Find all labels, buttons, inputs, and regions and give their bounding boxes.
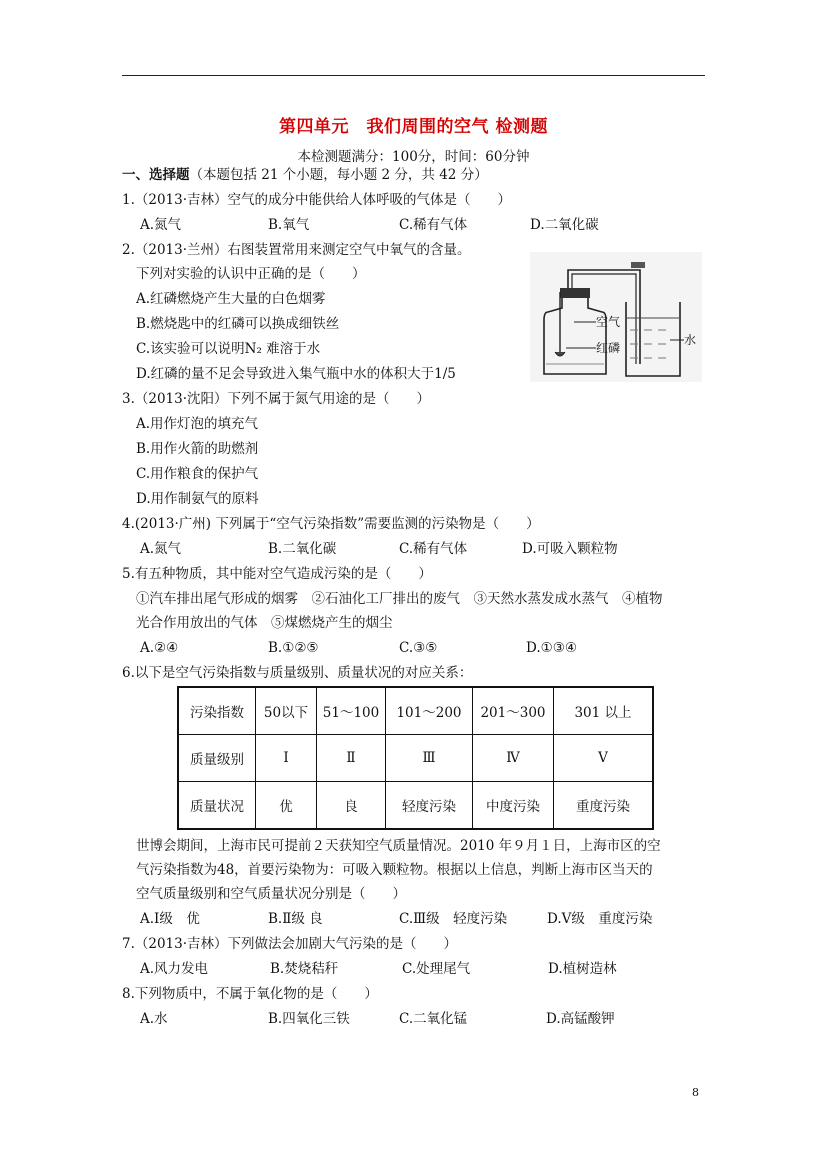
- q7-option-b: B.焚烧秸秆: [270, 961, 339, 977]
- q6-option-d: D.Ⅴ级 重度污染: [547, 911, 653, 927]
- oxygen-measurement-apparatus: [530, 252, 702, 382]
- question-2-stem-2: 下列对实验的认识中正确的是（ ）: [136, 266, 366, 282]
- q8-option-b: B.四氧化三铁: [268, 1011, 350, 1027]
- q5-option-a: A.②④: [140, 640, 179, 656]
- table-row: [178, 782, 653, 830]
- question-6-para-2: 气污染指数为48，首要污染物为：可吸入颗粒物。根据以上信息，判断上海市区当天的: [136, 862, 653, 878]
- table-cell: 质量状况: [178, 782, 256, 830]
- question-4-stem: 4.(2013·广州) 下列属于“空气污染指数”需要监测的污染物是（ ）: [122, 516, 540, 532]
- table-cell: 质量级别: [178, 735, 256, 782]
- table-cell: 重度污染: [554, 782, 654, 830]
- question-7-stem: 7.（2013·吉林）下列做法会加剧大气污染的是（ ）: [122, 936, 458, 952]
- q1-option-c: C.稀有气体: [399, 217, 468, 233]
- q5-option-d: D.①③④: [526, 640, 577, 656]
- section-heading-label: 一、选择题: [122, 167, 190, 183]
- table-cell: Ⅰ: [256, 735, 317, 782]
- q7-option-a: A.风力发电: [140, 961, 209, 977]
- q1-option-a: A.氮气: [140, 217, 182, 233]
- question-8-stem: 8.下列物质中，不属于氧化物的是（ ）: [122, 986, 378, 1002]
- q5-option-b: B.①②⑤: [268, 640, 319, 656]
- q4-option-d: D.可吸入颗粒物: [522, 541, 618, 557]
- q4-option-b: B.二氧化碳: [268, 541, 337, 557]
- label-red-phosphorus: 红磷: [596, 341, 621, 355]
- q6-option-b: B.Ⅱ级 良: [268, 911, 323, 927]
- table-cell: 201～300: [473, 687, 554, 735]
- question-5-stem-3: 光合作用放出的气体 ⑤煤燃烧产生的烟尘: [136, 615, 393, 631]
- q2-option-a: A.红磷燃烧产生大量的白色烟雾: [136, 291, 326, 307]
- table-cell: 轻度污染: [386, 782, 473, 830]
- q8-option-c: C.二氧化锰: [399, 1011, 468, 1027]
- table-cell: 51～100: [317, 687, 386, 735]
- table-row: [178, 735, 653, 782]
- q8-option-a: A.水: [140, 1011, 168, 1027]
- q2-option-c: C.该实验可以说明N₂ 难溶于水: [136, 341, 321, 357]
- table-cell: 50以下: [256, 687, 317, 735]
- q1-option-b: B.氧气: [268, 217, 310, 233]
- table-cell: 良: [317, 782, 386, 830]
- table-cell: Ⅲ: [386, 735, 473, 782]
- question-5-stem: 5.有五种物质，其中能对空气造成污染的是（ ）: [122, 566, 432, 582]
- question-6-para-1: 世博会期间，上海市民可提前２天获知空气质量情况。2010 年９月１日，上海市区的空: [136, 838, 661, 854]
- apparatus-drawing: [530, 252, 702, 382]
- table-cell: Ⅴ: [554, 735, 654, 782]
- question-6-stem: 6.以下是空气污染指数与质量级别、质量状况的对应关系：: [122, 665, 473, 681]
- header-rule: [122, 75, 705, 76]
- table-cell: 优: [256, 782, 317, 830]
- q4-option-c: C.稀有气体: [399, 541, 468, 557]
- q3-option-b: B.用作火箭的助燃剂: [136, 441, 259, 457]
- q1-option-d: D.二氧化碳: [530, 217, 599, 233]
- q3-option-a: A.用作灯泡的填充气: [136, 416, 259, 432]
- label-water: 水: [684, 333, 697, 347]
- page-number: 8: [692, 1086, 699, 1099]
- q2-option-b: B.燃烧匙中的红磷可以换成细铁丝: [136, 316, 340, 332]
- table-cell: 污染指数: [178, 687, 256, 735]
- page-title: 第四单元 我们周围的空气 检测题: [279, 117, 548, 137]
- page-subtitle: 本检测题满分：100分，时间：60分钟: [297, 149, 530, 165]
- q8-option-d: D.高锰酸钾: [546, 1011, 615, 1027]
- q3-option-d: D.用作制氨气的原料: [136, 491, 259, 507]
- q3-option-c: C.用作粮食的保护气: [136, 466, 259, 482]
- label-air: 空气: [596, 315, 621, 329]
- q7-option-d: D.植树造林: [548, 961, 617, 977]
- q6-option-a: A.Ⅰ级 优: [140, 911, 200, 927]
- section-heading-note: （本题包括 21 个小题，每小题 2 分，共 42 分）: [189, 167, 488, 183]
- q4-option-a: A.氮气: [140, 541, 182, 557]
- air-quality-table: [177, 686, 654, 830]
- table-cell: 101～200: [386, 687, 473, 735]
- q6-option-c: C.Ⅲ级 轻度污染: [399, 911, 508, 927]
- question-1-stem: 1.（2013·吉林）空气的成分中能供给人体呼吸的气体是（ ）: [122, 192, 512, 208]
- question-3-stem: 3.（2013·沈阳）下列不属于氮气用途的是（ ）: [122, 391, 431, 407]
- question-6-para-3: 空气质量级别和空气质量状况分别是（ ）: [136, 886, 406, 902]
- table-cell: Ⅳ: [473, 735, 554, 782]
- q2-option-d: D.红磷的量不足会导致进入集气瓶中水的体积大于1/5: [136, 366, 456, 382]
- table-cell: 301 以上: [554, 687, 654, 735]
- table-cell: 中度污染: [473, 782, 554, 830]
- question-2-stem: 2.（2013·兰州）右图装置常用来测定空气中氧气的含量。: [122, 242, 471, 258]
- table-cell: Ⅱ: [317, 735, 386, 782]
- table-row: [178, 687, 653, 735]
- question-5-stem-2: ①汽车排出尾气形成的烟雾 ②石油化工厂排出的废气 ③天然水蒸发成水蒸气 ④植物: [136, 591, 663, 607]
- q7-option-c: C.处理尾气: [402, 961, 471, 977]
- q5-option-c: C.③⑤: [399, 640, 438, 656]
- section-heading: [122, 166, 488, 184]
